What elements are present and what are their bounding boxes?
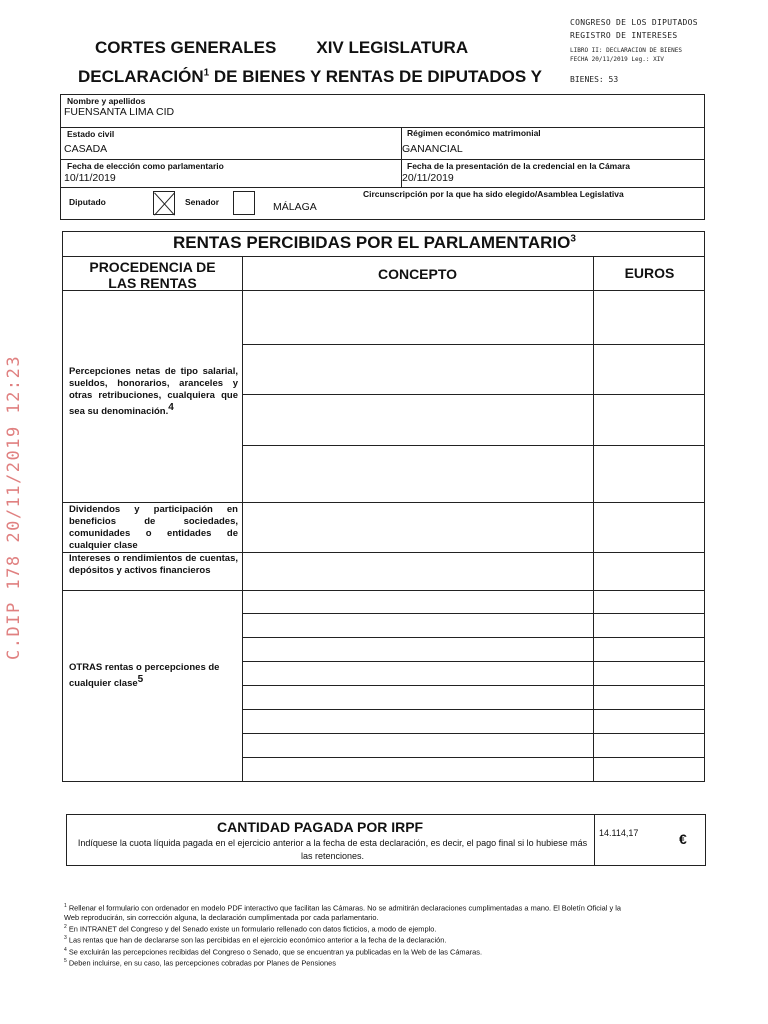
stamp-line-date: FECHA 20/11/2019 Leg.: XIV	[570, 56, 664, 63]
irpf-amount-field[interactable]: 14.114,17	[599, 828, 639, 838]
row-label-salary	[69, 366, 238, 418]
senador-label: Senador	[185, 197, 220, 207]
divider	[594, 815, 595, 865]
row-label-other-text: OTRAS rentas o percepciones de cualquier clase	[69, 662, 220, 690]
stamp-line-institution: CONGRESO DE LOS DIPUTADOS	[570, 18, 698, 27]
subtitle-footnote-ref: 1	[203, 67, 210, 79]
euro-symbol: €	[679, 831, 687, 847]
election-date-label: Fecha de elección como parlamentario	[67, 161, 224, 171]
civil-status-label: Estado civil	[67, 129, 115, 139]
page-title	[95, 38, 468, 58]
irpf-description: Indíquese la cuota líquida pagada en el ejercicio anterior a la fecha de esta declaración, es decir, el pago final si lo hubiese más las retenciones.	[77, 838, 588, 861]
footnote-4-text: Se excluirán las percepciones recibidas del Congreso o Senado, que se encuentran ya publicadas en la Web de las Cámaras.	[68, 947, 483, 957]
divider	[63, 502, 704, 503]
subtitle-declaracion: DECLARACIÓN	[78, 67, 204, 86]
divider	[242, 733, 704, 734]
row-label-interest: Intereses o rendimientos de cuentas, depósitos y activos financieros	[69, 553, 238, 576]
diputado-checkbox[interactable]	[153, 191, 175, 215]
name-label: Nombre y apellidos	[67, 96, 146, 106]
election-date-field[interactable]: 10/11/2019	[64, 172, 116, 184]
row-label-other-footnote-ref: 5	[137, 674, 144, 685]
footnote-1-cont: Web reproducirán, sin corrección alguna, la declaración cumplimentada por cada parlamentario.	[64, 913, 379, 923]
income-table	[62, 231, 705, 782]
divider	[242, 344, 704, 345]
diputado-label: Diputado	[69, 197, 106, 207]
irpf-section	[66, 814, 706, 866]
marital-regime-label: Régimen económico matrimonial	[407, 128, 541, 138]
marital-regime-field[interactable]: GANANCIAL	[402, 143, 463, 155]
page-subtitle	[78, 67, 542, 87]
footnote-1: $^1$ Rellenar el formulario con ordenador en modelo PDF interactivo que facilitan las Cámaras. No se admitirán declaraciones cumplimentadas a mano. El Boletín Oficial y la	[64, 903, 621, 913]
divider	[242, 637, 704, 638]
divider	[242, 757, 704, 758]
footnote-2-text: En INTRANET del Congreso y del Senado existe un formulario rellenado con datos ficticios, a modo de ejemplo.	[68, 924, 437, 934]
civil-status-field[interactable]: CASADA	[64, 143, 108, 155]
title-cortes: CORTES GENERALES	[95, 38, 277, 57]
stamp-line-book: LIBRO II: DECLARACION DE BIENES	[570, 47, 682, 54]
stamp-line-assets: BIENES: 53	[570, 75, 619, 84]
name-field[interactable]: FUENSANTA LIMA CID	[64, 106, 175, 118]
col-header-source	[63, 259, 242, 291]
entry-stamp: C.DIP 178 20/11/2019 12:23	[4, 354, 24, 660]
divider	[242, 685, 704, 686]
col-header-concept: CONCEPTO	[377, 266, 458, 282]
col-header-source-line1: PROCEDENCIA DE	[89, 259, 216, 275]
footnote-4: $^4$ Se excluirán las percepciones recibidas del Congreso o Senado, que se encuentran ya publicadas en la Web de las Cámaras.	[64, 946, 483, 957]
title-legislatura: XIV LEGISLATURA	[316, 38, 469, 57]
divider	[242, 661, 704, 662]
constituency-label: Circunscripción por la que ha sido elegido/Asamblea Legislativa	[363, 189, 624, 199]
col-header-euros: EUROS	[624, 265, 675, 281]
divider	[593, 256, 594, 781]
divider	[242, 709, 704, 710]
income-title-footnote-ref: 3	[570, 233, 576, 245]
divider	[242, 613, 704, 614]
stamp-line-registry: REGISTRO DE INTERESES	[570, 31, 678, 40]
income-table-title	[173, 233, 576, 253]
footnote-3: $^3$ Las rentas que han de declararse son las percibidas en el ejercicio económico anterior a la fecha de la declaración.	[64, 935, 447, 945]
footnote-3-text: Las rentas que han de declararse son las percibidas en el ejercicio económico anterior a la fecha de la declaración.	[68, 935, 447, 945]
divider	[63, 256, 704, 257]
divider	[61, 127, 704, 128]
footnote-5-text: Deben incluirse, en su caso, las percepciones cobradas por Planes de Pensiones	[68, 958, 336, 968]
row-label-salary-text: Percepciones netas de tipo salarial, sueldos, honorarios, aranceles y otras retribuciones, cualquiera que sea su denominación.	[69, 366, 238, 418]
divider	[61, 187, 704, 188]
row-label-salary-footnote-ref: 4	[168, 402, 174, 413]
row-label-dividends: Dividendos y participación en beneficios de sociedades, comunidades o entidades de cualquier clase	[69, 504, 238, 551]
subtitle-rest: DE BIENES Y RENTAS DE DIPUTADOS Y	[209, 67, 542, 86]
footnote-1-text-a: Rellenar el formulario con ordenador en modelo PDF interactivo que facilitan las Cámaras. No se admitirán declaraciones cumplimentadas a mano. El Boletín Oficial y la	[68, 903, 621, 913]
footnote-2: $^2$ En INTRANET del Congreso y del Senado existe un formulario rellenado con datos ficticios, a modo de ejemplo.	[64, 924, 437, 934]
credential-date-field[interactable]: 20/11/2019	[402, 172, 454, 184]
footnote-5: $^5$ Deben incluirse, en su caso, las percepciones cobradas por Planes de Pensiones	[64, 957, 336, 968]
divider	[242, 394, 704, 395]
divider	[242, 445, 704, 446]
col-header-source-line2: LAS RENTAS	[108, 275, 197, 291]
credential-date-label: Fecha de la presentación de la credencial en la Cámara	[407, 161, 630, 171]
senador-checkbox[interactable]	[233, 191, 255, 215]
divider	[63, 590, 704, 591]
row-label-other	[69, 662, 238, 690]
personal-data-section	[60, 94, 705, 220]
footnotes	[64, 902, 734, 968]
constituency-field[interactable]: MÁLAGA	[273, 201, 317, 213]
divider	[61, 159, 704, 160]
irpf-title: CANTIDAD PAGADA POR IRPF	[217, 819, 424, 835]
income-title-text: RENTAS PERCIBIDAS POR EL PARLAMENTARIO	[173, 233, 571, 252]
divider	[242, 256, 243, 781]
